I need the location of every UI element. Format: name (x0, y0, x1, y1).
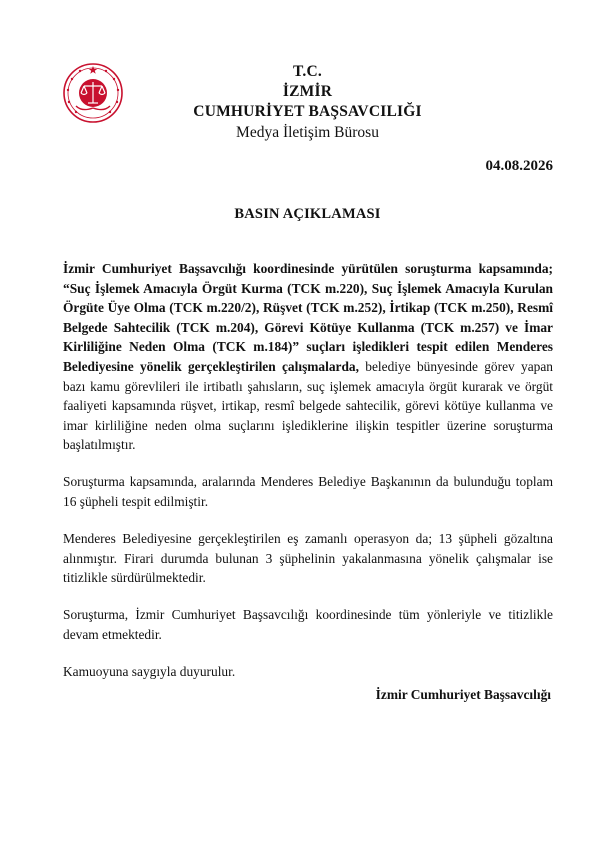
paragraph-5: Kamuoyuna saygıyla duyurulur. (63, 664, 236, 680)
document-date: 04.08.2026 (485, 158, 553, 174)
paragraph-1 (63, 259, 553, 455)
paragraph-1-bold: İzmir Cumhuriyet Başsavcılığı koordinesinde yürütülen soruşturma kapsamında; “Suç İşlemek Amacıyla Örgüt Kurma (TCK m.220), Suç İşlemek Amacıyla Kurulan Örgüte Üye Olma (TCK m.220/2), Rüşvet (TCK m.252), İrtikap (TCK m.250), Resmî Belgede Sahtecilik (TCK m.204), Görevi Kötüye Kullanma (TCK m.257) ve İmar Kirliliğine Neden Olma (TCK m.184)” suçları işledikleri tespit edilen Menderes Belediyesine yönelik gerçekleştirilen çalışmalarda, (63, 261, 553, 374)
paragraph-3: Menderes Belediyesine gerçekleştirilen eş zamanlı operasyon da; 13 şüpheli gözaltına alınmıştır. Firari durumda bulunan 3 şüphelinin yakalanmasına yönelik çalışmalar ise titizlikle sürdürülmektedir. (63, 531, 553, 586)
paragraph-2: Soruşturma kapsamında, aralarında Menderes Belediye Başkanının da bulunduğu toplam 16 şüpheli tespit edilmiştir. (63, 474, 553, 510)
document-header (0, 62, 615, 144)
document-title: BASIN AÇIKLAMASI (234, 206, 381, 222)
header-line-city: İZMİR (282, 83, 333, 100)
document-body (63, 259, 553, 699)
paragraph-1-rest: belediye bünyesinde görev yapan bazı kamu görevlileri ile irtibatlı şahısların, suç işlemek amacıyla örgüt kurarak ve örgüt faaliyeti kapsamında rüşvet, irtikap, resmî belgede sahtecilik, görevi kötüye kullanma ve imar kirliliğine neden olma suçlarını işlediklerine ilişkin tespitler üzerine soruşturma başlatılmıştır. (63, 358, 553, 453)
signature: İzmir Cumhuriyet Başsavcılığı (375, 687, 551, 702)
header-line-office: CUMHURİYET BAŞSAVCILIĞI (193, 103, 422, 120)
paragraph-4: Soruşturma, İzmir Cumhuriyet Başsavcılığı koordinesinde tüm yönleriyle ve titizlikle devam etmektedir. (63, 607, 553, 642)
header-line-tc: T.C. (293, 63, 322, 80)
header-line-bureau: Medya İletişim Bürosu (236, 124, 379, 141)
